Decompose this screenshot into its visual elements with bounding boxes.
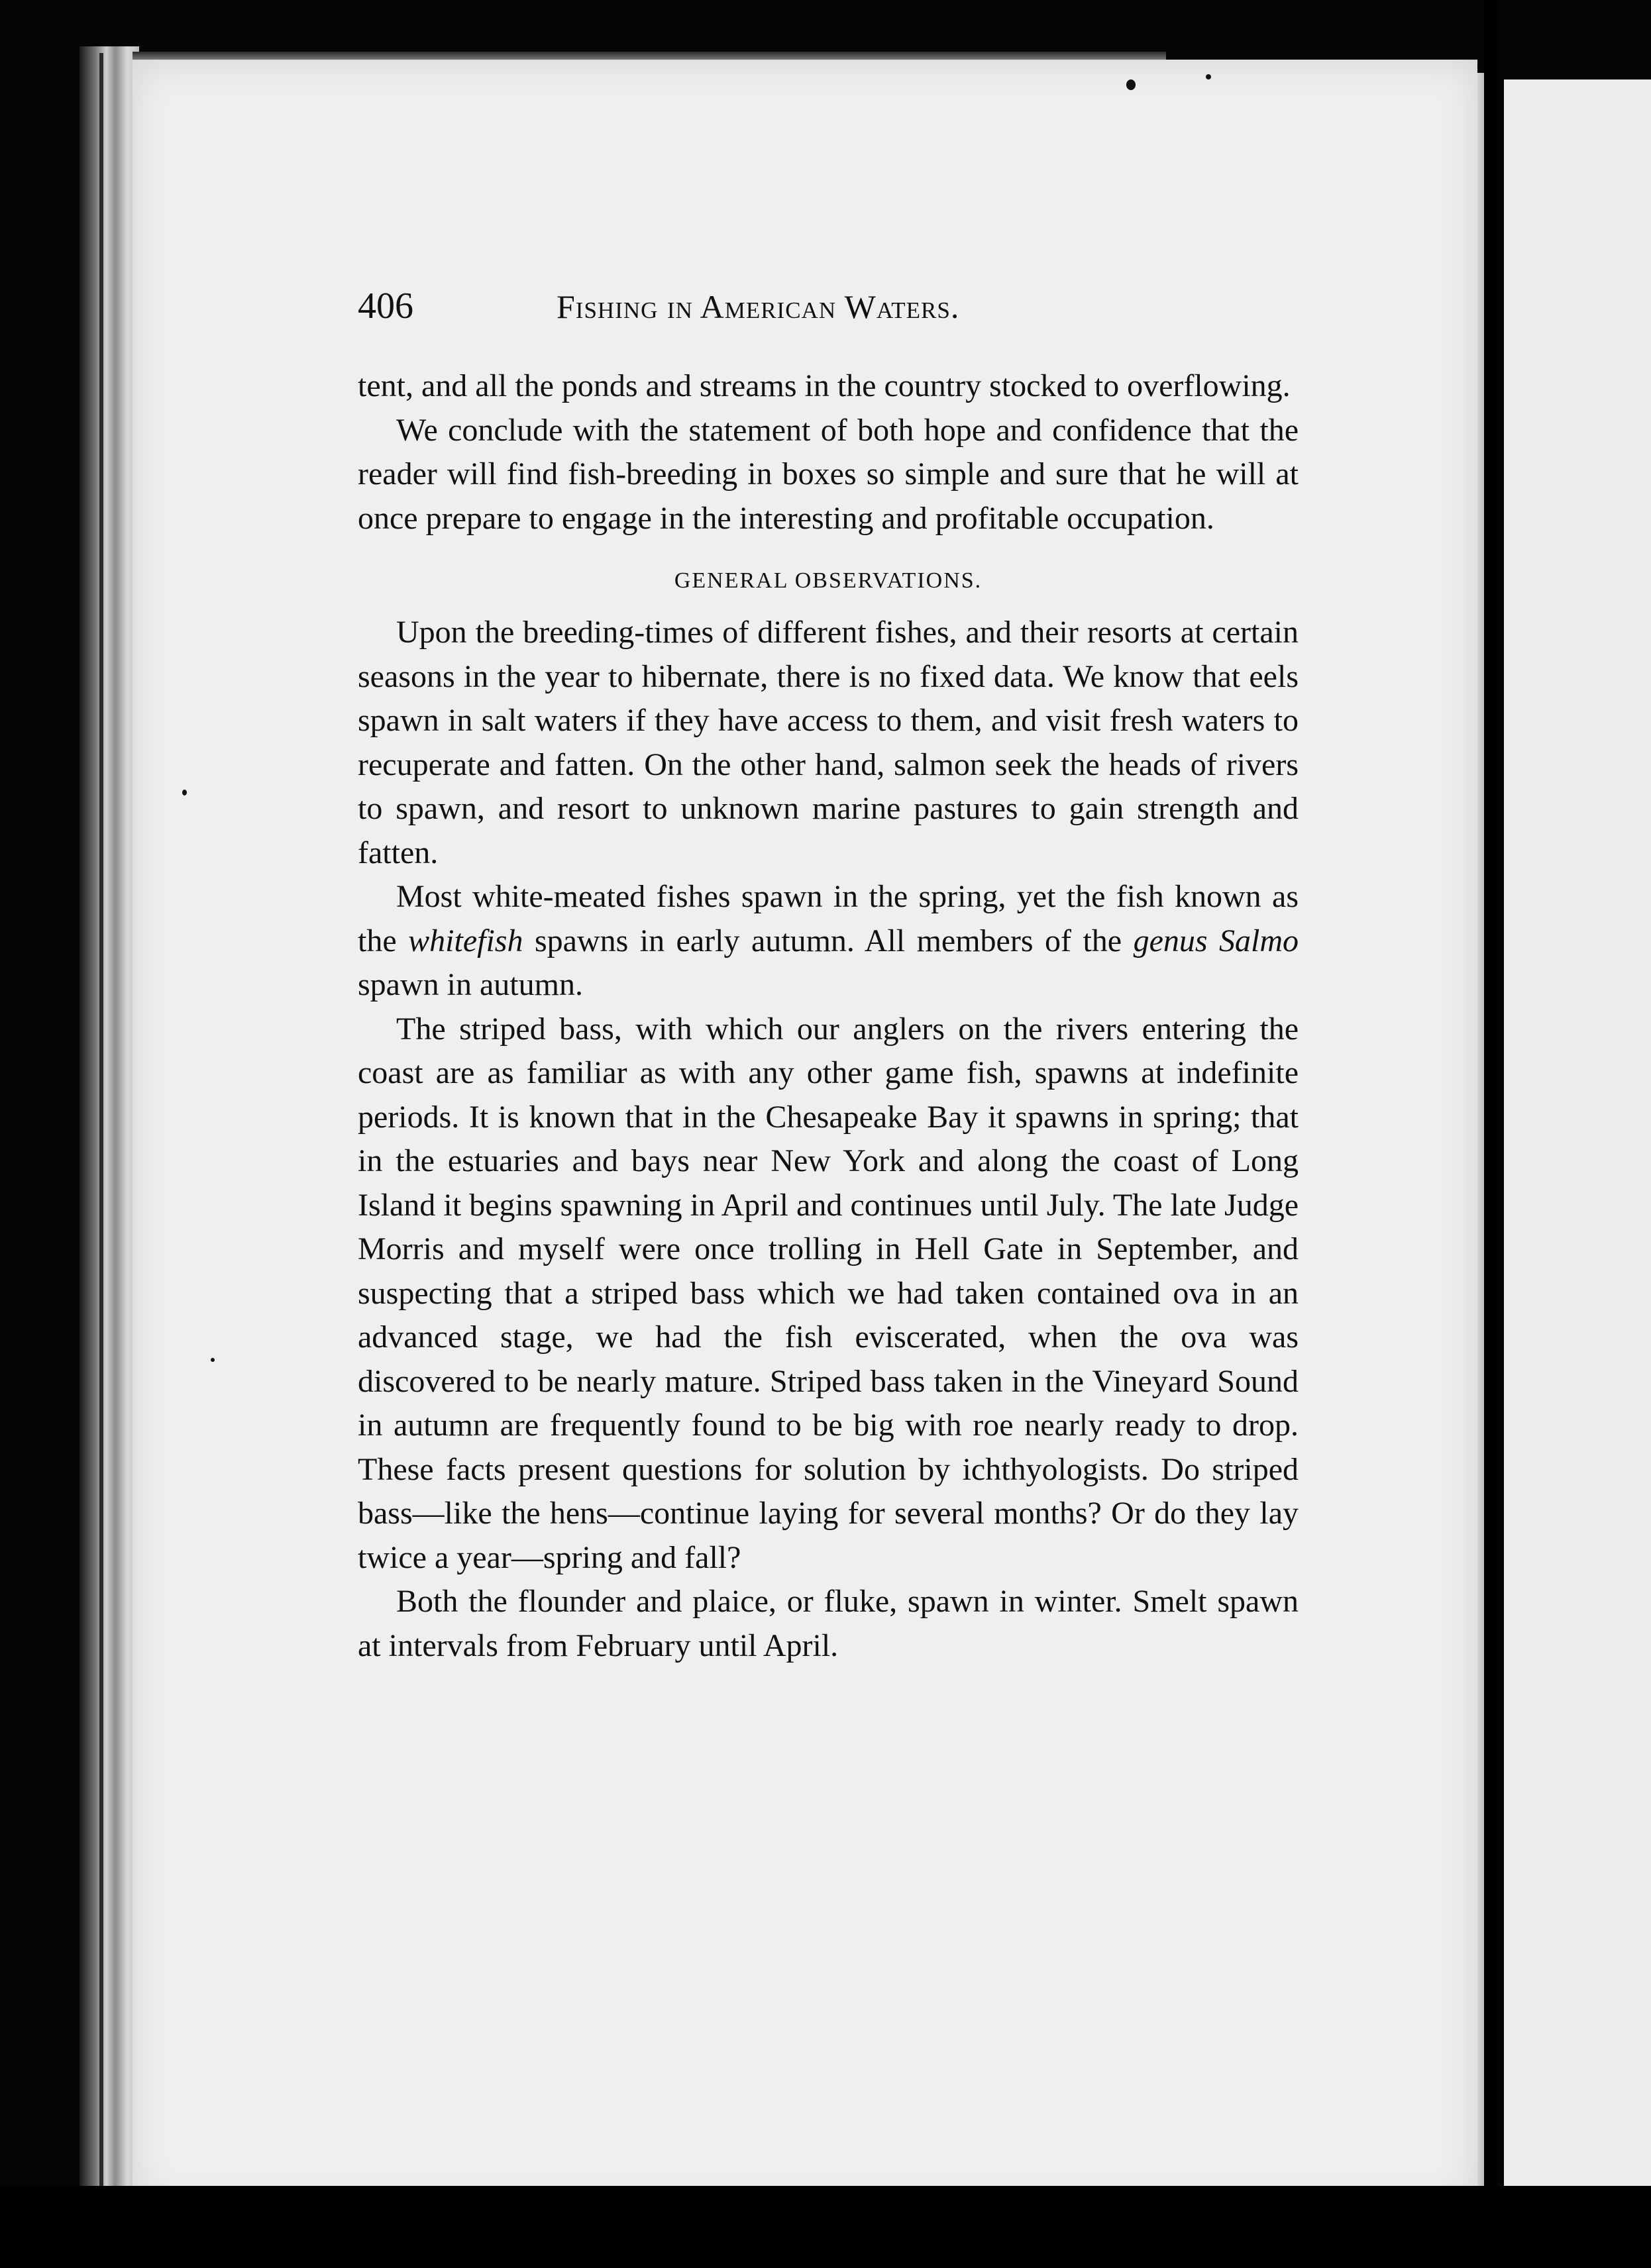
text-run: spawn in autumn. — [358, 967, 583, 1002]
facing-page — [1504, 79, 1651, 2199]
paragraph-striped-bass: The striped bass, with which our anglers on the rivers entering the coast are as familiar as with any other game fish, spawns at indefinite periods. It is known that in the Chesapeake Bay it spawns in spring; that in the estuaries and bays near New York and along the coast of Long Island it begins spawning in April and continues until July. The late Judge Morris and myself were once trolling in Hell Gate in September, and suspecting that a striped bass which we had taken contained ova in an advanced stage, we had the fish eviscerated, when the ova was discovered to be nearly mature. Striped bass taken in the Vineyard Sound in autumn are frequently found to be big with roe nearly ready to drop. These facts present questions for solution by ichthyologists. Do striped bass—like the hens—continue laying for several months? Or do they lay twice a year—spring and fall? — [358, 1011, 1299, 1575]
section-heading: GENERAL OBSERVATIONS. — [674, 568, 983, 593]
dust-speck — [211, 1358, 215, 1362]
continuation-paragraph: tent, and all the ponds and streams in the country stocked to overflowing. — [358, 368, 1291, 403]
paragraph-breeding-times: Upon the breeding-times of different fishes, and their resorts at certain seasons in the year to hibernate, there is no fixed data. We know that eels spawn in salt waters if they have access to them, and visit fresh waters to recuperate and fatten. On the other hand, salmon seek the heads of rivers to spawn, and resort to unknown marine pastures to gain strength and fatten. — [358, 615, 1299, 870]
paragraph-white-meated-fishes — [358, 875, 1299, 1007]
page-text — [358, 285, 1299, 1668]
paragraph-flounder-smelt: Both the flounder and plaice, or fluke, spawn in winter. Smelt spawn at intervals from February until April. — [358, 1584, 1299, 1663]
dust-speck — [1206, 74, 1211, 79]
italic-genus-salmo: genus Salmo — [1133, 923, 1299, 958]
dust-speck — [1126, 79, 1136, 90]
running-head — [358, 285, 1299, 364]
book-gutter — [1484, 0, 1497, 2268]
text-run: Most white-meated fishes spawn in the spring, yet the fish known as the — [358, 879, 1299, 958]
italic-whitefish: whitefish — [408, 923, 523, 958]
page-number: 406 — [358, 285, 413, 327]
binding-line — [99, 53, 103, 2186]
scan-bottom-margin — [0, 2186, 1651, 2268]
dust-speck — [182, 790, 187, 796]
running-title: Fishing in American Waters. — [557, 288, 960, 325]
book-binding-edge — [80, 46, 139, 2186]
conclusion-paragraph: We conclude with the statement of both hope and confidence that the reader will find fish-breeding in boxes so simple and sure that he will at once prepare to engage in the interesting and profitable occupation. — [358, 412, 1299, 536]
text-run: spawns in early autumn. All members of the — [523, 923, 1134, 958]
